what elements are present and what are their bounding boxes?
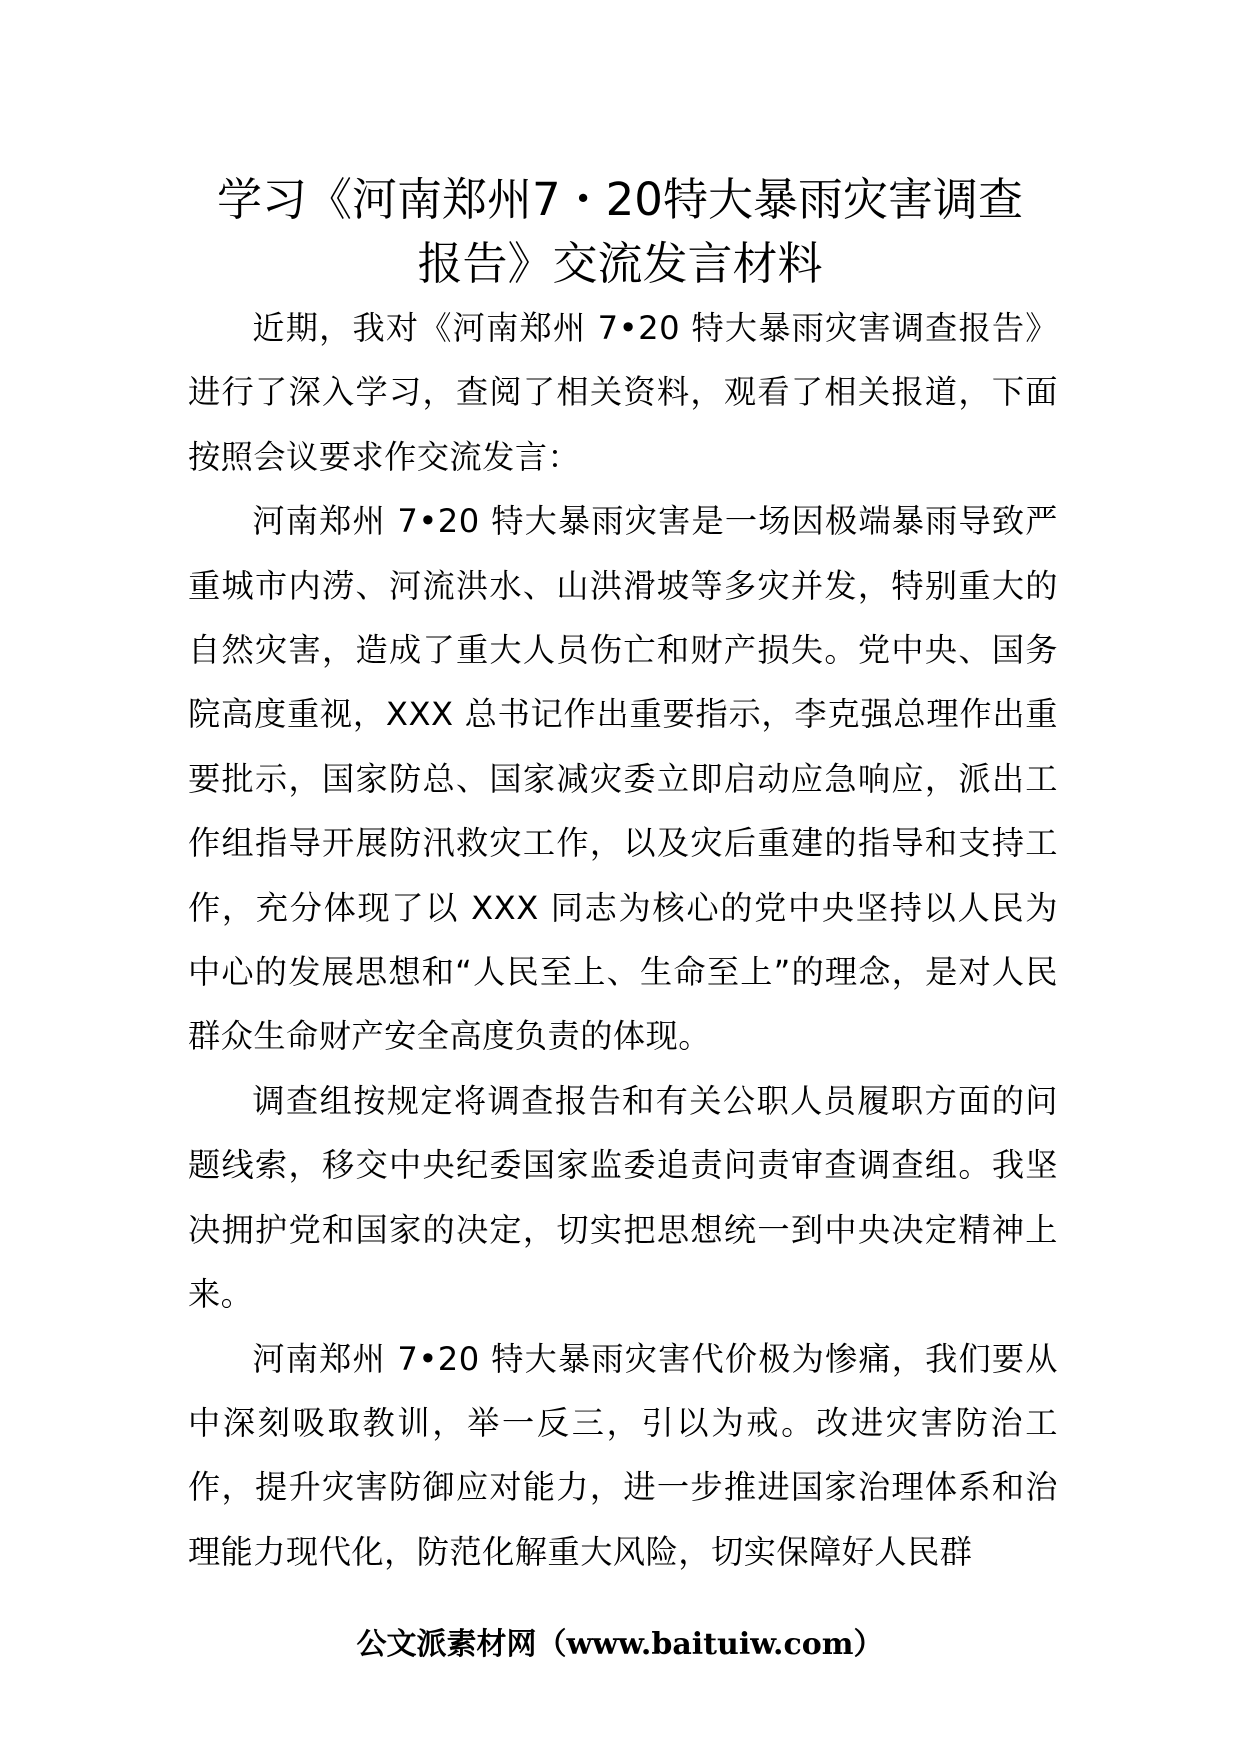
- document-body: [188, 296, 1058, 1584]
- paragraph-investigation: 调查组按规定将调查报告和有关公职人员履职方面的问题线索，移交中央纪委国家监委追责问责审查调查组。我坚决拥护党和国家的决定，切实把思想统一到中央决定精神上来。: [188, 1081, 1058, 1314]
- document-title: [150, 168, 1090, 296]
- paragraph-intro: 近期，我对《河南郑州 7•20 特大暴雨灾害调查报告》进行了深入学习，查阅了相关资料，观看了相关报道，下面按照会议要求作交流发言：: [188, 309, 1058, 476]
- title-line-2: 报告》交流发言材料: [417, 237, 823, 290]
- paragraph-lessons: 河南郑州 7•20 特大暴雨灾害代价极为惨痛，我们要从中深刻吸取教训，举一反三，引以为戒。改进灾害防治工作，提升灾害防御应对能力，进一步推进国家治理体系和治理能力现代化，防范化解重大风险，切实保障好人民群: [188, 1339, 1058, 1571]
- paragraph-disaster-overview: 河南郑州 7•20 特大暴雨灾害是一场因极端暴雨导致严重城市内涝、河流洪水、山洪滑坡等多灾并发，特别重大的自然灾害，造成了重大人员伤亡和财产损失。党中央、国务院高度重视，XXX 总书记作出重要指示，李克强总理作出重要批示，国家防总、国家减灾委立即启动应急响应，派出工作组指导开展防汛救灾工作，以及灾后重建的指导和支持工作，充分体现了以 XXX 同志为核心的党中央坚持以人民为中心的发展思想和“人民至上、生命至上”的理念，是对人民群众生命财产安全高度负责的体现。: [188, 502, 1058, 1056]
- title-line-1: 学习《河南郑州7・20特大暴雨灾害调查: [217, 173, 1023, 226]
- footer-watermark: 公文派素材网（www.baituiw.com）: [356, 1627, 884, 1662]
